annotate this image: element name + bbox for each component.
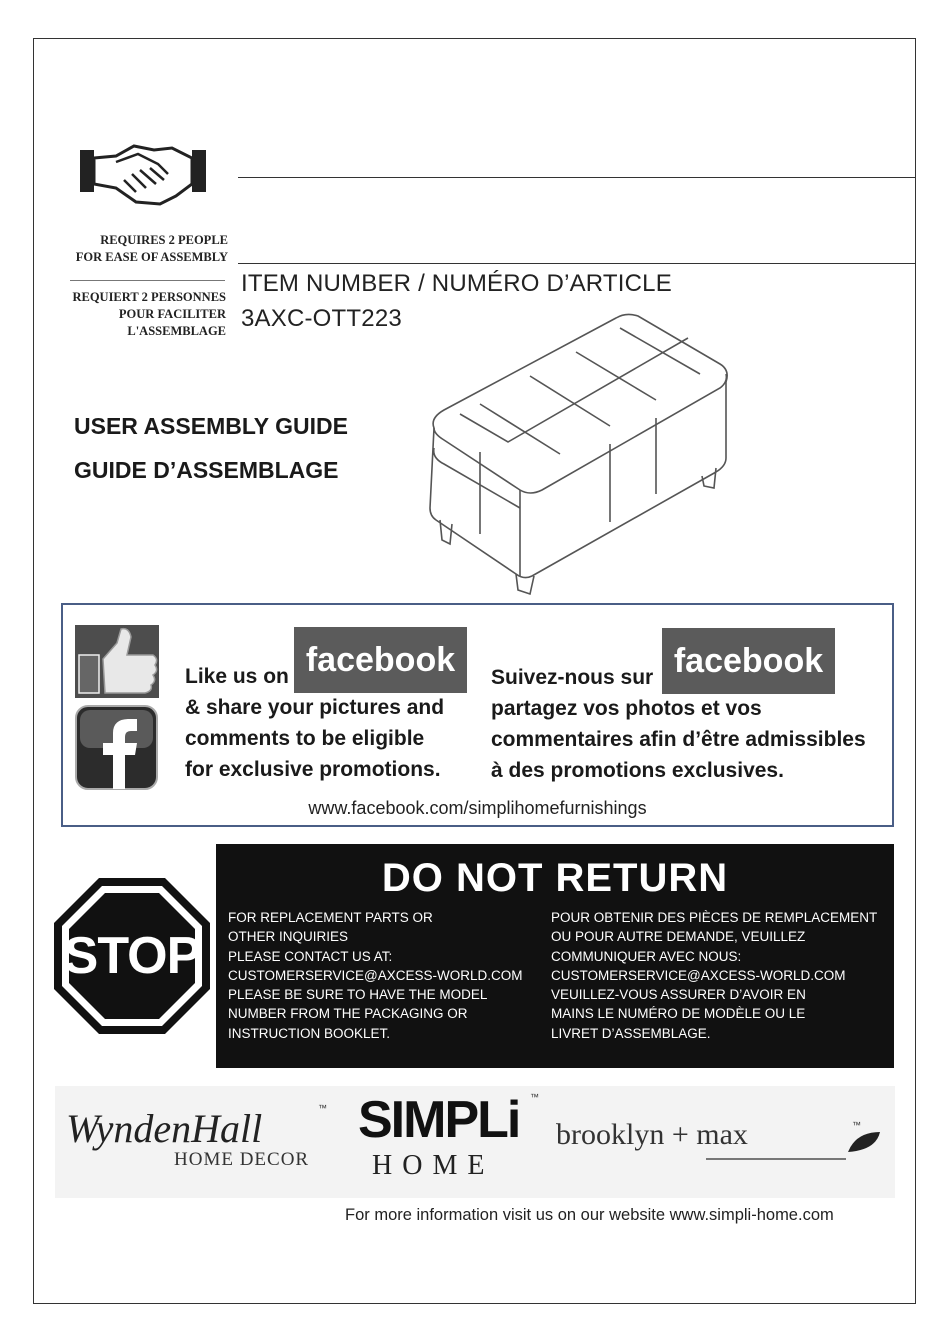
do-not-return-heading: DO NOT RETURN — [381, 856, 729, 900]
brooklyn-max-text: brooklyn + max — [556, 1118, 748, 1151]
item-number-label: ITEM NUMBER / NUMÉRO D’ARTICLE — [241, 270, 672, 297]
facebook-fr-line3: commentaires afin d’être admissibles — [491, 728, 866, 751]
facebook-en-line1: Like us on — [185, 665, 289, 688]
footer-website-text: For more information visit us on our website www.simpli-home.com — [345, 1206, 834, 1224]
facebook-f-icon — [75, 705, 158, 790]
facebook-en-line3: comments to be eligible — [185, 727, 425, 750]
wyndenhall-logo — [62, 1097, 332, 1177]
requires-two-people-fr-2: POUR FACILITER — [118, 307, 226, 321]
facebook-fr-line1: Suivez-nous sur — [491, 666, 654, 689]
facebook-en-line4: for exclusive promotions. — [185, 758, 441, 781]
return-instructions-fr: POUR OBTENIR DES PIÈCES DE REMPLACEMENT OU POUR AUTRE DEMANDE, VEUILLEZ COMMUNIQUER AVEC NOUS: CUSTOMERSERVICE@AXCESS-WORLD.COM VEUILLEZ-VOUS ASSURER D’AVOIR EN MAINS LE NUMÉRO DE MODÈLE OU LE LIVRET D’ASSEMBLAGE. — [551, 910, 878, 1041]
stop-sign-icon — [52, 876, 212, 1036]
brooklyn-underline — [706, 1158, 846, 1160]
storage-ottoman-illustration — [420, 308, 740, 596]
wyndenhall-tm: ™ — [318, 1103, 327, 1113]
requires-two-people-en-2: FOR EASE OF ASSEMBLY — [75, 250, 228, 264]
leaf-icon — [846, 1130, 882, 1154]
thumbs-up-icon — [75, 625, 159, 698]
requires-two-people-fr-3: L'ASSEMBLAGE — [127, 324, 226, 338]
facebook-en-line2: & share your pictures and — [185, 696, 445, 719]
simpli-home-logo — [350, 1090, 550, 1190]
brooklyn-max-tm: ™ — [852, 1120, 861, 1130]
guide-title-en: USER ASSEMBLY GUIDE — [74, 413, 348, 439]
simpli-logo-text: SIMPLi — [358, 1091, 520, 1149]
simpli-tm: ™ — [530, 1092, 539, 1102]
header-line-top — [238, 177, 916, 178]
wyndenhall-subtitle: HOME DECOR — [174, 1149, 310, 1170]
facebook-fr-line2: partagez vos photos et vos — [491, 697, 762, 720]
facebook-logo-en-text: facebook — [305, 641, 456, 679]
brooklyn-max-logo — [556, 1118, 886, 1168]
requires-two-people-fr-1: REQUIERT 2 PERSONNES — [72, 290, 226, 304]
requires-two-people-en-1: REQUIRES 2 PEOPLE — [100, 233, 228, 247]
simpli-logo-sub: HOME — [372, 1150, 495, 1181]
guide-title-fr: GUIDE D’ASSEMBLAGE — [74, 457, 339, 483]
return-instructions-en: FOR REPLACEMENT PARTS OR OTHER INQUIRIES PLEASE CONTACT US AT: CUSTOMERSERVICE@AXCESS-WORLD.COM PLEASE BE SURE TO HAVE THE MODEL NUMBER FROM THE PACKAGING OR INSTRUCTION BOOKLET. — [228, 910, 523, 1041]
header-line-bottom — [238, 263, 916, 264]
item-number-value: 3AXC-OTT223 — [241, 305, 402, 332]
do-not-return-panel — [216, 844, 894, 1068]
wyndenhall-logo-text: WyndenHall — [66, 1106, 263, 1151]
handshake-icon — [76, 140, 210, 210]
facebook-logo-fr-text: facebook — [673, 642, 824, 680]
stop-sign-text: STOP — [63, 927, 201, 985]
facebook-url[interactable]: www.facebook.com/simplihomefurnishings — [308, 798, 647, 818]
facebook-fr-line4: à des promotions exclusives. — [491, 759, 784, 782]
divider — [70, 280, 225, 281]
